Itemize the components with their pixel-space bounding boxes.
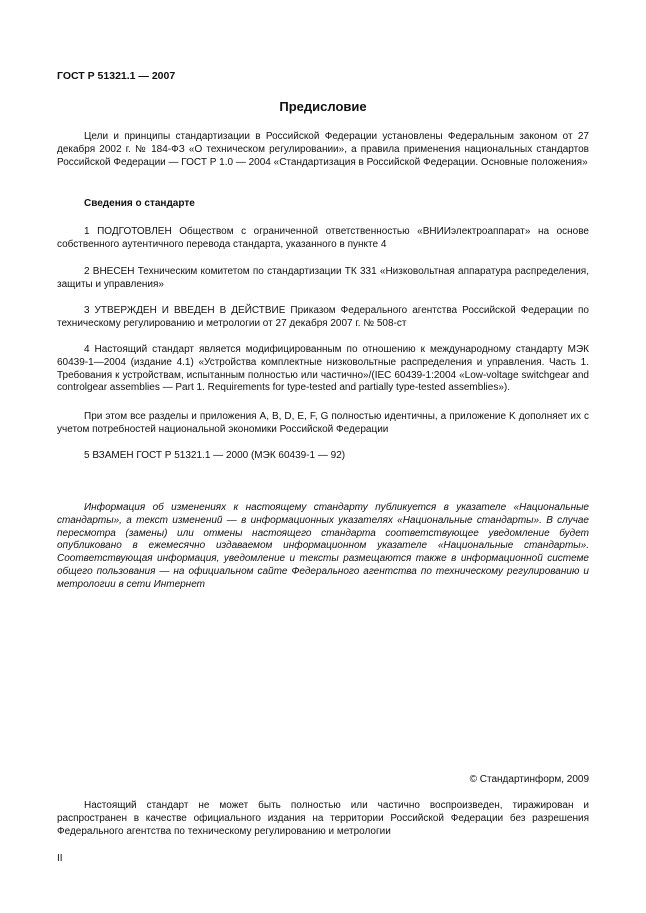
- item-5-paragraph: 5 ВЗАМЕН ГОСТ Р 51321.1 — 2000 (МЭК 60439-1 — 92): [84, 450, 346, 461]
- item-3-paragraph: 3 УТВЕРЖДЕН И ВВЕДЕН В ДЕЙСТВИЕ Приказом Федерального агентства Российской Федерации по техническому регулированию и метрологии от 27 декабря 2007 г. № 508-ст: [57, 305, 589, 329]
- legal-notice-paragraph: Настоящий стандарт не может быть полностью или частично воспроизведен, тиражирован и распространен в качестве официального издания на территории Российской Федерации без разрешения Федерального агентства по техническому регулированию и метрологии: [57, 800, 589, 837]
- page-title: Предисловие: [279, 99, 367, 114]
- info-notice-paragraph: Информация об изменениях к настоящему стандарту публикуется в указателе «Национальные стандарты», а текст изменений — в информационных указателях «Национальные стандарты». В случае пересмотра (замены) или отмены настоящего стандарта соответствующее уведомление будет опубликовано в ежемесячно издаваемом информационном указателе «Национальные стандарты». Соответствующая информация, уведомление и тексты размещаются также в информационной системе общего пользования — на официальном сайте Федерального агентства по техническому регулированию и метрологии в сети Интернет: [57, 502, 589, 590]
- item-4-paragraph: 4 Настоящий стандарт является модифицированным по отношению к международному стандарту МЭК 60439-1—2004 (издание 4.1) «Устройства комплектные низковольтные распределения и управления. Часть 1. Требования к устройствам, испытанным полностью или частично»/(IEC 60439-1:2004 «Low-voltage switchgear and controlgear assemblies — Part 1. Requirements for type-tested and partially type-tested assemblies»).: [57, 344, 589, 394]
- intro-paragraph: Цели и принципы стандартизации в Российской Федерации установлены Федеральным законом от 27 декабря 2002 г. № 184-ФЗ «О техническом регулировании», а правила применения национальных стандартов Российской Федерации — ГОСТ Р 1.0 — 2004 «Стандартизация в Российской Федерации. Основные положения»: [57, 131, 589, 168]
- item-2-paragraph: 2 ВНЕСЕН Техническим комитетом по стандартизации ТК 331 «Низковольтная аппаратура распределения, защиты и управления»: [57, 266, 589, 290]
- document-code: ГОСТ Р 51321.1 — 2007: [57, 70, 176, 82]
- item-1-paragraph: 1 ПОДГОТОВЛЕН Обществом с ограниченной ответственностью «ВНИИэлектроаппарат» на основе собственного аутентичного перевода стандарта, указанного в пункте 4: [57, 226, 589, 250]
- section-heading: Сведения о стандарте: [84, 198, 195, 209]
- copyright-line: © Стандартинформ, 2009: [469, 774, 589, 785]
- page-number: II: [57, 853, 63, 864]
- item-4-note-paragraph: При этом все разделы и приложения A, B, D, E, F, G полностью идентичны, а приложение K дополняет их с учетом потребностей национальной экономики Российской Федерации: [57, 411, 589, 435]
